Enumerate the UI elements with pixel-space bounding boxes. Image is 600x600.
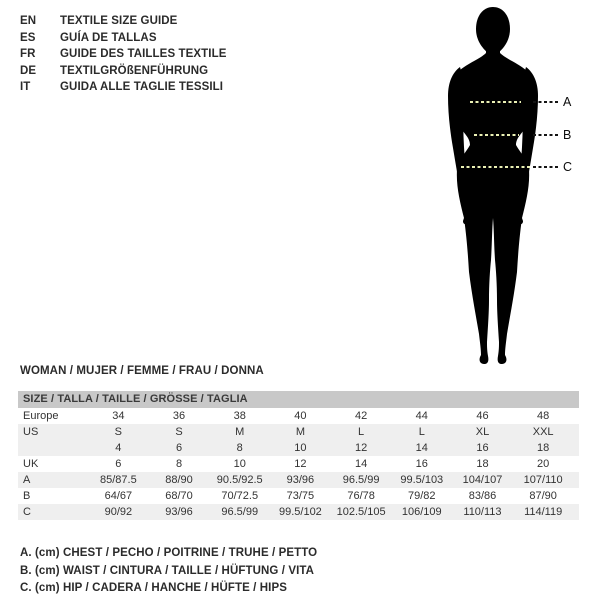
table-cell: 48	[537, 410, 550, 422]
table-cell: 6	[175, 442, 183, 454]
table-cell: 10	[294, 442, 307, 454]
row-label: Europe	[23, 410, 59, 422]
table-cell: M	[235, 426, 245, 438]
language-row	[20, 46, 227, 63]
waist-marker-label: B	[563, 128, 572, 142]
table-cell: 96.5/99	[221, 506, 259, 518]
table-cell: 79/82	[408, 490, 436, 502]
table-cell: 87/90	[529, 490, 557, 502]
chest-line-on-body	[470, 101, 521, 103]
table-cell: 102.5/105	[336, 506, 386, 518]
size-table-body	[18, 408, 579, 520]
language-code: EN	[20, 15, 37, 27]
table-cell: 36	[172, 410, 186, 422]
measurement-legend	[20, 545, 317, 598]
legend-chest: A. (cm) CHEST / PECHO / POITRINE / TRUHE / PETTO	[20, 547, 318, 559]
table-row	[18, 408, 579, 424]
table-cell: 12	[354, 442, 368, 454]
waist-line-leader	[533, 134, 558, 136]
table-cell: 12	[294, 458, 307, 470]
table-cell: 44	[415, 410, 428, 422]
table-cell: XL	[475, 426, 490, 438]
table-cell: 110/113	[463, 506, 502, 518]
table-cell: 20	[537, 458, 550, 470]
legend-hip: C. (cm) HIP / CADERA / HANCHE / HÜFTE / HIPS	[20, 582, 288, 594]
language-row	[20, 63, 227, 80]
table-cell: 99.5/103	[400, 474, 444, 486]
table-cell: 73/75	[286, 490, 315, 502]
table-cell: 90/92	[104, 506, 133, 518]
table-cell: 42	[354, 410, 368, 422]
table-cell: XXL	[532, 426, 554, 438]
table-cell: S	[175, 426, 183, 438]
table-cell: 83/86	[468, 490, 497, 502]
language-row	[20, 79, 227, 96]
table-cell: L	[418, 426, 425, 438]
row-label: US	[23, 426, 39, 438]
row-label: B	[23, 490, 31, 502]
hip-line-leader	[533, 166, 558, 168]
language-list	[20, 13, 227, 96]
language-title: GUIDA ALLE TAGLIE TESSILI	[60, 81, 224, 94]
table-cell: 76/78	[347, 490, 375, 502]
table-cell: 34	[112, 410, 125, 422]
row-label: A	[23, 474, 31, 486]
language-row	[20, 30, 227, 47]
table-row	[18, 488, 579, 504]
table-cell: 18	[537, 442, 550, 454]
table-cell: 96.5/99	[342, 474, 380, 486]
table-cell: 64/67	[104, 490, 133, 502]
table-cell: 46	[476, 410, 489, 422]
language-code: DE	[20, 64, 37, 77]
hip-line-on-body	[461, 166, 531, 168]
table-cell: 106/109	[401, 506, 442, 518]
language-code: FR	[20, 48, 36, 61]
hip-marker-label: C	[563, 160, 573, 174]
waist-line-on-body	[474, 134, 519, 136]
table-cell: 16	[415, 458, 428, 470]
table-cell: M	[295, 426, 305, 438]
table-row	[18, 440, 579, 456]
table-cell: L	[358, 426, 365, 438]
table-cell: 99.5/102	[278, 506, 322, 518]
table-cell: 114/119	[524, 506, 563, 518]
table-cell: 104/107	[462, 474, 503, 486]
language-title: GUIDE DES TAILLES TEXTILE	[60, 48, 227, 61]
language-code: IT	[20, 81, 31, 94]
table-cell: 38	[233, 410, 246, 422]
table-cell: 16	[476, 442, 489, 454]
gender-heading: WOMAN / MUJER / FEMME / FRAU / DONNA	[20, 365, 264, 377]
size-table	[18, 391, 579, 520]
woman-silhouette	[440, 3, 546, 367]
table-row	[18, 472, 579, 488]
table-cell: 18	[476, 458, 489, 470]
table-cell: 14	[415, 442, 428, 454]
table-cell: 68/70	[165, 490, 193, 502]
table-cell: 93/96	[165, 506, 193, 518]
table-cell: 40	[294, 410, 307, 422]
table-cell: 8	[236, 442, 243, 454]
table-cell: 90.5/92.5	[216, 474, 263, 486]
language-title: TEXTILGRÖßENFÜHRUNG	[60, 64, 209, 77]
language-row	[20, 13, 227, 30]
table-cell: 8	[175, 458, 183, 470]
row-label	[18, 440, 88, 456]
language-code: ES	[20, 31, 36, 44]
table-cell: 85/87.5	[99, 474, 137, 486]
row-label: UK	[23, 458, 39, 470]
language-title: TEXTILE SIZE GUIDE	[60, 15, 178, 27]
chest-marker-label: A	[563, 95, 572, 109]
size-table-header: SIZE / TALLA / TAILLE / GRÖSSE / TAGLIA	[18, 391, 579, 408]
table-cell: 107/110	[523, 474, 563, 486]
table-cell: 14	[354, 458, 368, 470]
table-cell: 10	[233, 458, 246, 470]
table-cell: 88/90	[165, 474, 193, 486]
table-cell: 4	[115, 442, 122, 454]
table-row	[18, 504, 579, 520]
table-cell: 93/96	[286, 474, 315, 486]
table-row	[18, 424, 579, 440]
table-cell: 6	[115, 458, 122, 470]
language-title: GUÍA DE TALLAS	[60, 31, 157, 44]
chest-line-leader	[533, 101, 558, 103]
legend-waist: B. (cm) WAIST / CINTURA / TAILLE / HÜFTUNG / VITA	[20, 564, 315, 577]
table-cell: 70/72.5	[221, 490, 259, 502]
row-label: C	[23, 506, 31, 518]
table-row	[18, 456, 579, 472]
table-cell: S	[114, 426, 123, 438]
